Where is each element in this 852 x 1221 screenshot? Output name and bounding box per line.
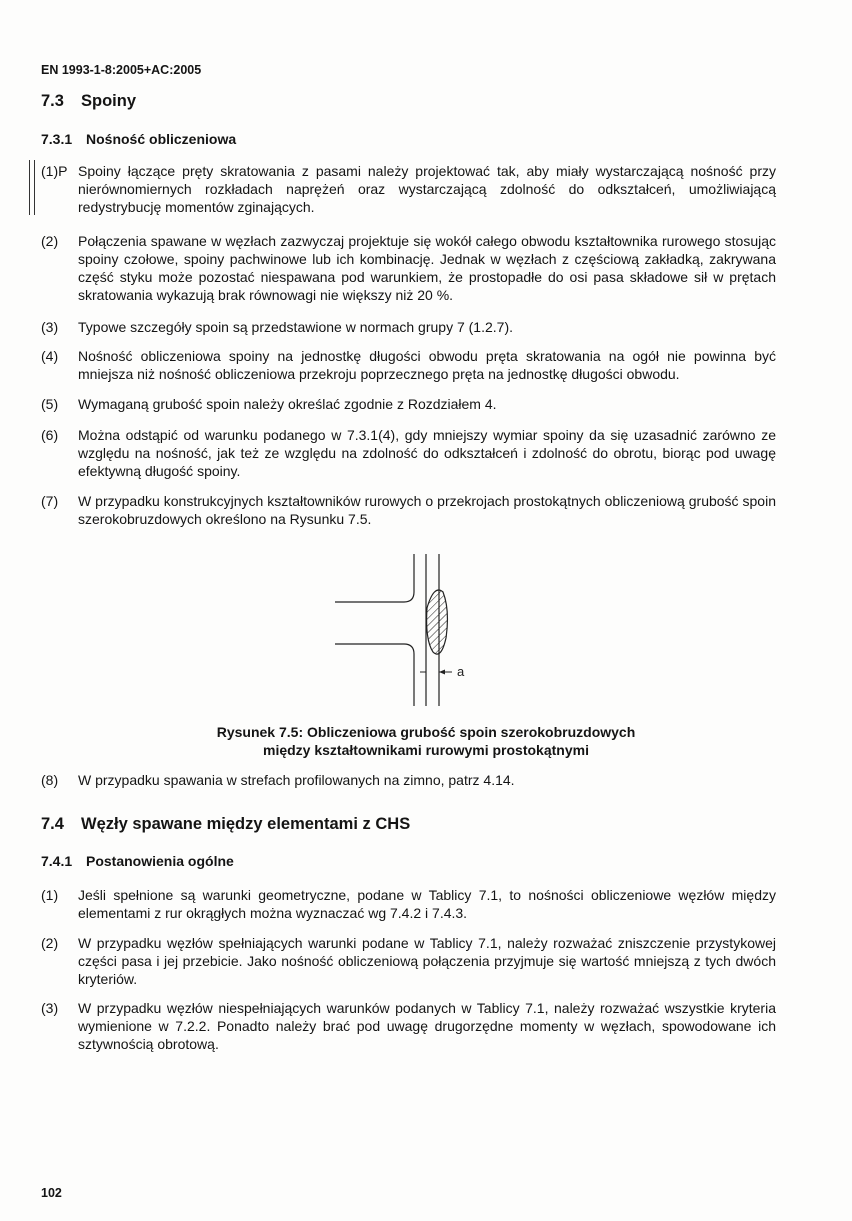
paragraph-number: (1) <box>41 887 59 903</box>
paragraph-number: (2) <box>41 233 59 249</box>
section-number: 7.3.1 <box>41 131 73 147</box>
paragraph-4 <box>41 347 776 383</box>
paragraph-2 <box>41 232 776 304</box>
section-number: 7.3 <box>41 92 64 110</box>
paragraph-7-4-1-1 <box>41 886 776 922</box>
paragraph-text: W przypadku konstrukcyjnych kształtowników rurowych o przekrojach prostokątnych obliczeniową grubość spoin szerokobruzdowych określono na Rysunku 7.5. <box>78 493 776 527</box>
paragraph-7 <box>41 492 776 528</box>
brace-upper-wall <box>335 554 414 602</box>
paragraph-text: W przypadku węzłów niespełniających warunków podanych w Tablicy 7.1, należy rozważać wszystkie kryteria wymienione w 7.2.2. Ponadto należy brać pod uwagę drugorzędne momenty w węzłach, spowodowane ich sztywnością obrotową. <box>78 1000 776 1052</box>
change-bar <box>29 160 30 215</box>
paragraph-text: Typowe szczegóły spoin są przedstawione w normach grupy 7 (1.2.7). <box>78 319 513 335</box>
paragraph-number: (3) <box>41 319 59 335</box>
paragraph-3 <box>41 318 776 336</box>
paragraph-number: (6) <box>41 427 59 443</box>
figure-label-a: a <box>457 664 465 679</box>
document-id: EN 1993-1-8:2005+AC:2005 <box>41 63 202 77</box>
paragraph-text: Nośność obliczeniowa spoiny na jednostkę długości obwodu pręta skratowania na ogół nie powinna być mniejsza niż nośność obliczeniowa przekroju poprzecznego pręta na jednostkę długości obwodu. <box>78 348 776 382</box>
paragraph-number: (1)P <box>41 163 68 179</box>
paragraph-8 <box>41 771 776 789</box>
weld-shape <box>427 590 448 654</box>
paragraph-number: (8) <box>41 772 59 788</box>
paragraph-text: Wymaganą grubość spoin należy określać zgodnie z Rozdziałem 4. <box>78 396 497 412</box>
arrow-head <box>439 670 445 675</box>
section-7-4-1-heading <box>41 853 234 869</box>
paragraph-text: Jeśli spełnione są warunki geometryczne, podane w Tablicy 7.1, to nośności obliczeniowe węzłów między elementami z rur okrągłych można wyznaczać wg 7.4.2 i 7.4.3. <box>78 887 776 921</box>
paragraph-6 <box>41 426 776 480</box>
paragraph-number: (7) <box>41 493 59 509</box>
figure-caption-line-2: między kształtownikami rurowymi prostokątnymi <box>263 742 589 758</box>
section-number: 7.4 <box>41 815 64 833</box>
figure-caption <box>150 723 702 759</box>
weld-detail-figure <box>300 548 500 708</box>
paragraph-text: Połączenia spawane w węzłach zazwyczaj projektuje się wokół całego obwodu kształtownika rurowego stosując spoiny czołowe, spoiny pachwinowe lub ich kombinację. Jednak w węzłach z częściową zakładką, zakrywana część styku może pozostać niespawana pod warunkiem, że prostopadłe do osi pasa składowe sił w prętach skratowania wykazują brak równowagi nie większy niż 20 %. <box>78 233 776 303</box>
paragraph-text: Spoiny łączące pręty skratowania z pasami należy projektować tak, aby miały wystarczającą nośność przy nierównomiernych rozkładach naprężeń oraz wystarczającą zdolność do odkształceń, umożliwiającą redystrybucję momentów zginających. <box>78 163 776 215</box>
paragraph-number: (4) <box>41 348 59 364</box>
page-number: 102 <box>41 1186 62 1200</box>
paragraph-7-4-1-2 <box>41 934 776 988</box>
figure-caption-line-1: Rysunek 7.5: Obliczeniowa grubość spoin szerokobruzdowych <box>216 724 636 740</box>
paragraph-text: Można odstąpić od warunku podanego w 7.3.1(4), gdy mniejszy wymiar spoiny da się uzasadnić zarówno ze względu na nośność, jak też ze względu na zdolność do odkształceń i zdolność do obrotu, biorąc pod uwagę efektywną długość spoiny. <box>78 427 776 479</box>
paragraph-number: (2) <box>41 935 59 951</box>
paragraph-text: W przypadku węzłów spełniających warunki podane w Tablicy 7.1, należy rozważać zniszczenie przystykowej części pasa i jej przebicie. Jako nośność obliczeniową połączenia przyjmuje się wartość mniejszą z tych dwóch kryteriów. <box>78 935 776 987</box>
section-title: Węzły spawane między elementami z CHS <box>81 815 411 833</box>
paragraph-number: (5) <box>41 396 59 412</box>
paragraph-7-4-1-3 <box>41 999 776 1053</box>
change-bar <box>34 160 35 215</box>
section-7-4-heading <box>41 815 410 834</box>
paragraph-text: W przypadku spawania w strefach profilowanych na zimno, patrz 4.14. <box>78 772 515 788</box>
paragraph-5 <box>41 395 776 413</box>
section-title: Spoiny <box>81 92 137 110</box>
section-title: Nośność obliczeniowa <box>86 131 237 147</box>
paragraph-1P <box>41 162 776 216</box>
paragraph-number: (3) <box>41 1000 59 1016</box>
section-number: 7.4.1 <box>41 853 73 869</box>
brace-lower-wall <box>335 644 414 706</box>
section-7-3-1-heading <box>41 131 236 147</box>
section-7-3-heading <box>41 92 136 111</box>
section-title: Postanowienia ogólne <box>86 853 234 869</box>
